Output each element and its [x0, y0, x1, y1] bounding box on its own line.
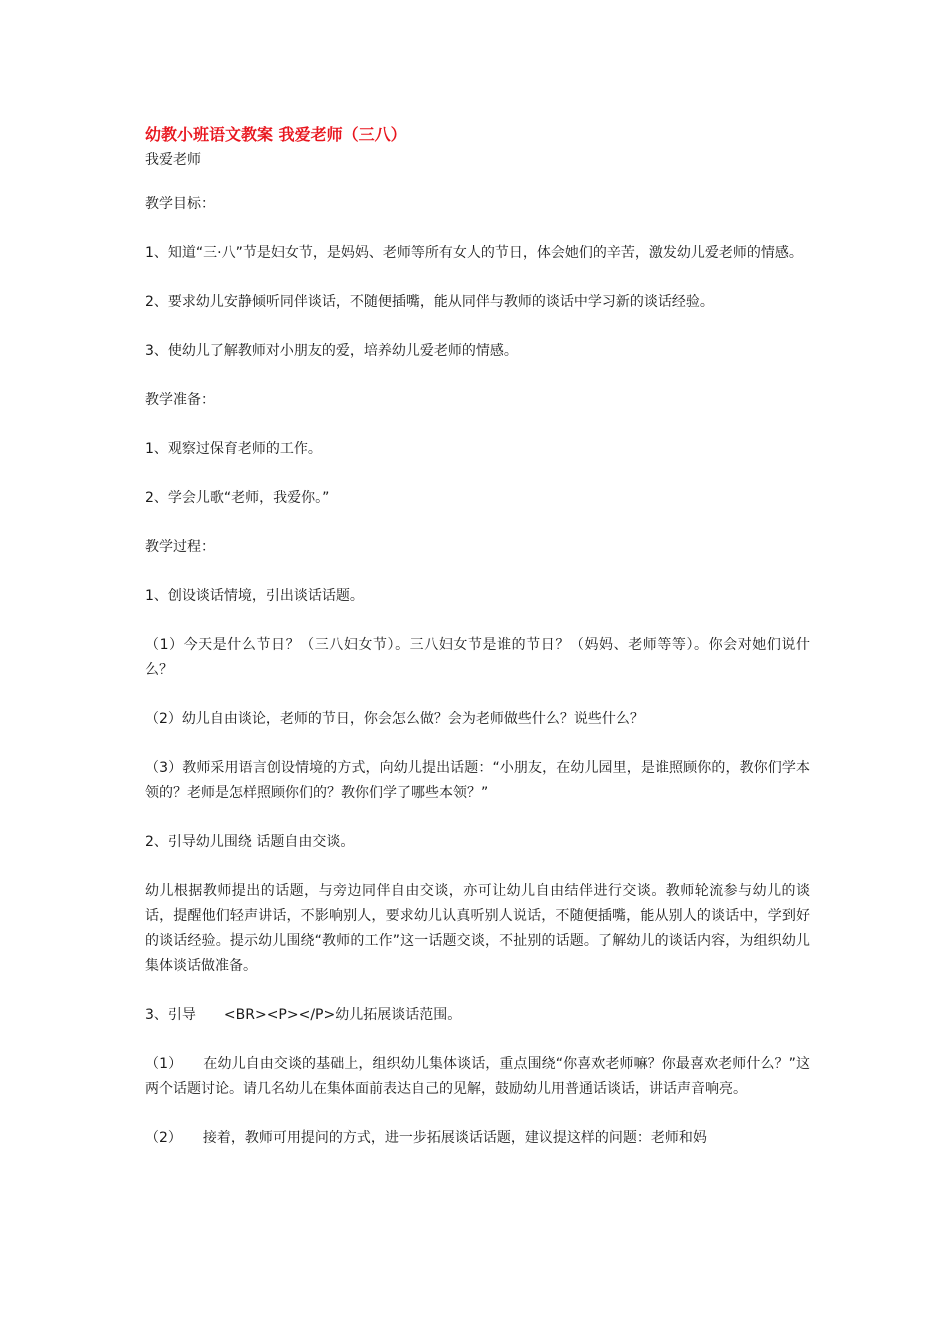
process-step-2: 2、引导幼儿围绕 话题自由交谈。: [145, 834, 355, 850]
process-step-2-body: 幼儿根据教师提出的话题，与旁边同伴自由交谈，亦可让幼儿自由结伴进行交谈。教师轮流参与幼儿的谈话，提醒他们轻声讲话，不影响别人，要求幼儿认真听别人说话，不随便插嘴，能从别人的谈话中，学到好的谈话经验。提示幼儿围绕“教师的工作”这一话题交谈，不扯别的话题。了解幼儿的谈话内容，为组织幼儿集体谈话做准备。: [145, 883, 810, 974]
document-subtitle: 我爱老师: [145, 152, 201, 168]
process-step-1-sub-3: （3）教师采用语言创设情境的方式，向幼儿提出话题：“小朋友，在幼儿园里，是谁照顾你的，教你们学本领的？老师是怎样照顾你们的？教你们学了哪些本领？”: [145, 760, 810, 801]
section-heading-goals: 教学目标：: [145, 196, 215, 212]
goal-item-3: 3、使幼儿了解教师对小朋友的爱，培养幼儿爱老师的情感。: [145, 343, 518, 359]
goal-item-2: 2、要求幼儿安静倾听同伴谈话，不随便插嘴，能从同伴与教师的谈话中学习新的谈话经验。: [145, 294, 714, 310]
process-step-1: 1、创设谈话情境，引出谈话话题。: [145, 588, 364, 604]
section-heading-process: 教学过程：: [145, 539, 215, 555]
process-step-1-sub-1: （1）今天是什么节日？（三八妇女节）。三八妇女节是谁的节日？（妈妈、老师等等）。你会对她们说什么？: [145, 637, 810, 678]
process-step-3: 3、引导 <BR><P></P>幼儿拓展谈话范围。: [145, 1007, 462, 1023]
process-step-1-sub-2: （2）幼儿自由谈论，老师的节日，你会怎么做？会为老师做些什么？说些什么？: [145, 711, 644, 727]
process-step-3-sub-2: （2） 接着，教师可用提问的方式，进一步拓展谈话话题，建议提这样的问题：老师和妈: [145, 1130, 707, 1146]
document-title: 幼教小班语文教案 我爱老师（三八）: [145, 125, 407, 144]
document-page: [145, 122, 810, 1175]
preparation-item-2: 2、学会儿歌“老师，我爱你。”: [145, 490, 330, 506]
process-step-3-sub-1: （1） 在幼儿自由交谈的基础上，组织幼儿集体谈话，重点围绕“你喜欢老师嘛？你最喜欢老师什么？”这两个话题讨论。请几名幼儿在集体面前表达自己的见解，鼓励幼儿用普通话谈话，讲话声音响亮。: [145, 1056, 810, 1097]
preparation-item-1: 1、观察过保育老师的工作。: [145, 441, 322, 457]
goal-item-1: 1、知道“三·八”节是妇女节，是妈妈、老师等所有女人的节日，体会她们的辛苦，激发幼儿爱老师的情感。: [145, 245, 803, 261]
section-heading-preparation: 教学准备：: [145, 392, 215, 408]
